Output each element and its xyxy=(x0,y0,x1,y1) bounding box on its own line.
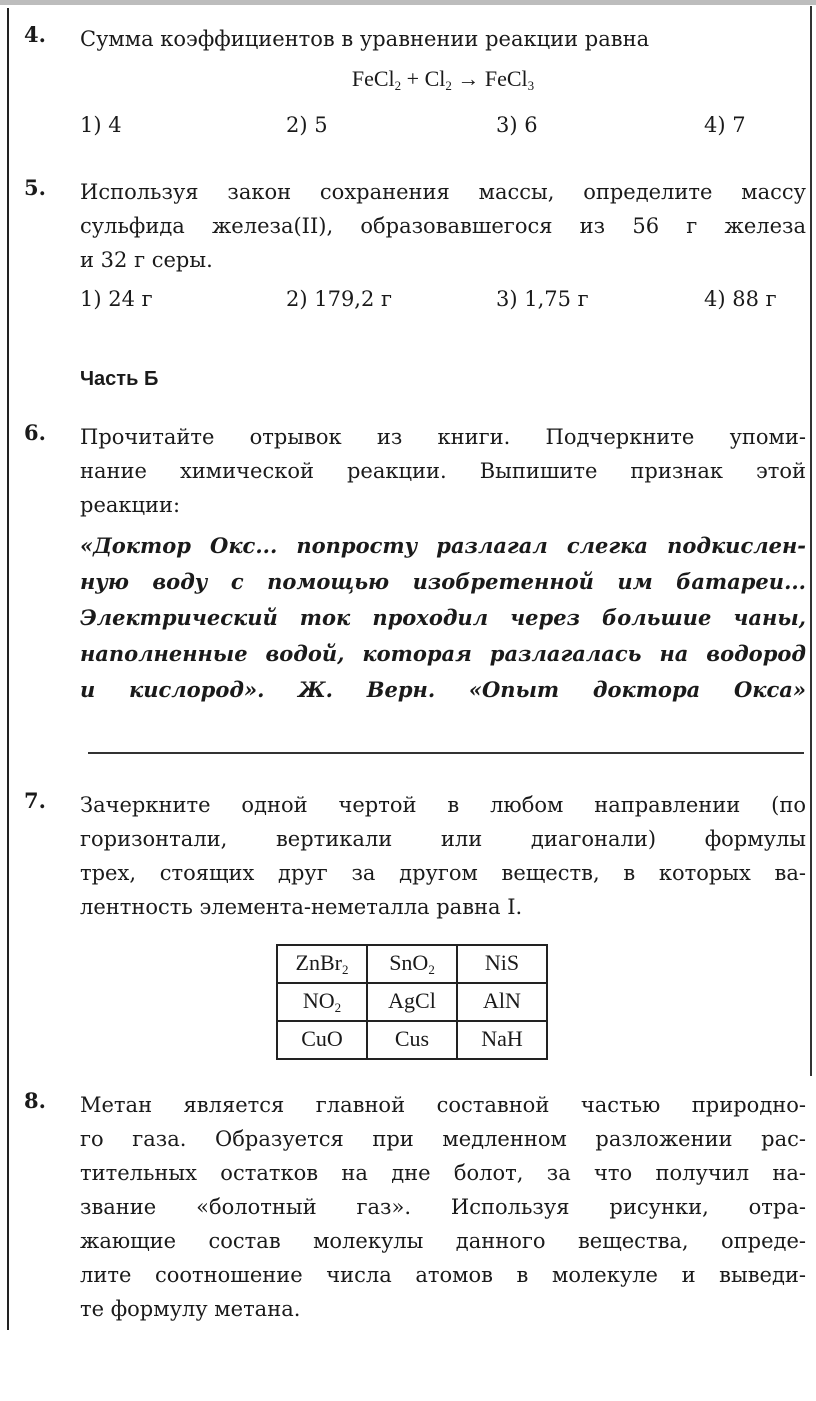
answer-option[interactable]: 1) 24 г xyxy=(80,287,153,311)
formula-grid xyxy=(276,944,548,1060)
question-text: Используя закон сохранения массы, определите массу сульфида железа(II), образовавшегося из 56 г железа и 32 г серы. xyxy=(80,180,806,272)
grid-cell[interactable]: NiS xyxy=(457,945,547,983)
grid-cell[interactable]: NaH xyxy=(457,1021,547,1059)
answer-option[interactable]: 3) 6 xyxy=(496,113,538,137)
question-number: 5. xyxy=(24,175,46,200)
grid-cell[interactable]: Cus xyxy=(367,1021,457,1059)
top-edge-line xyxy=(0,0,816,5)
question-text: Сумма коэффициентов в уравнении реакции равна xyxy=(80,27,650,51)
question-number: 4. xyxy=(24,22,46,47)
question-6 xyxy=(24,420,806,708)
answer-options xyxy=(80,287,806,311)
arrow-icon: → xyxy=(457,66,480,91)
book-quote: «Доктор Окс... попросту разлагал слегка подкислен- ную воду с помощью изобретенной им батареи... Электрический ток проходил через большие чаны, наполненные водой, которая разлагалась на водород и кислород». Ж. Верн. «Опыт доктора Окса» xyxy=(80,533,806,702)
grid-cell[interactable]: SnO$_2$ xyxy=(367,945,457,983)
question-7 xyxy=(24,788,806,924)
question-number: 7. xyxy=(24,788,46,813)
grid-cell[interactable]: CuO xyxy=(277,1021,367,1059)
question-text: Зачеркните одной чертой в любом направлении (по горизонтали, вертикали или диагонали) формулы трех, стоящих друг за другом веществ, в которых ва- лентность элемента-неметалла равна I. xyxy=(80,793,806,919)
question-number: 8. xyxy=(24,1088,46,1113)
answer-option[interactable]: 1) 4 xyxy=(80,113,122,137)
question-5 xyxy=(24,175,806,311)
answer-option[interactable]: 2) 179,2 г xyxy=(286,287,393,311)
question-4 xyxy=(24,22,806,137)
grid-row xyxy=(277,945,547,983)
right-margin-rule xyxy=(810,6,812,1076)
answer-option[interactable]: 4) 7 xyxy=(704,113,746,137)
grid-cell[interactable]: ZnBr$_2$ xyxy=(277,945,367,983)
answer-option[interactable]: 3) 1,75 г xyxy=(496,287,589,311)
answer-options xyxy=(80,113,806,137)
grid-row xyxy=(277,1021,547,1059)
question-text: Метан является главной составной частью природно- го газа. Образуется при медленном разложении рас- тительных остатков на дне болот, за что получил на- звание «болотный газ». Используя рисунки, отра- жающие состав молекулы данного вещества, опреде- лите соотношение числа атомов в молекуле и выведи- те формулу метана. xyxy=(80,1093,806,1321)
grid-cell[interactable]: AlN xyxy=(457,983,547,1021)
left-margin-rule xyxy=(7,8,9,1330)
question-8 xyxy=(24,1088,806,1326)
section-title: Часть Б xyxy=(80,368,159,390)
question-number: 6. xyxy=(24,420,46,445)
grid-cell[interactable]: AgCl xyxy=(367,983,457,1021)
question-text: Прочитайте отрывок из книги. Подчеркните упоми- нание химической реакции. Выпишите признак этой реакции: xyxy=(80,425,806,517)
reaction-equation: FeCl$_2$ + $Cl_2$ → FeCl$_3$ xyxy=(351,66,535,93)
answer-option[interactable]: 4) 88 г xyxy=(704,287,777,311)
answer-option[interactable]: 2) 5 xyxy=(286,113,328,137)
answer-write-line[interactable] xyxy=(88,752,804,754)
grid-cell[interactable]: $NO_2$ xyxy=(277,983,367,1021)
grid-row xyxy=(277,983,547,1021)
